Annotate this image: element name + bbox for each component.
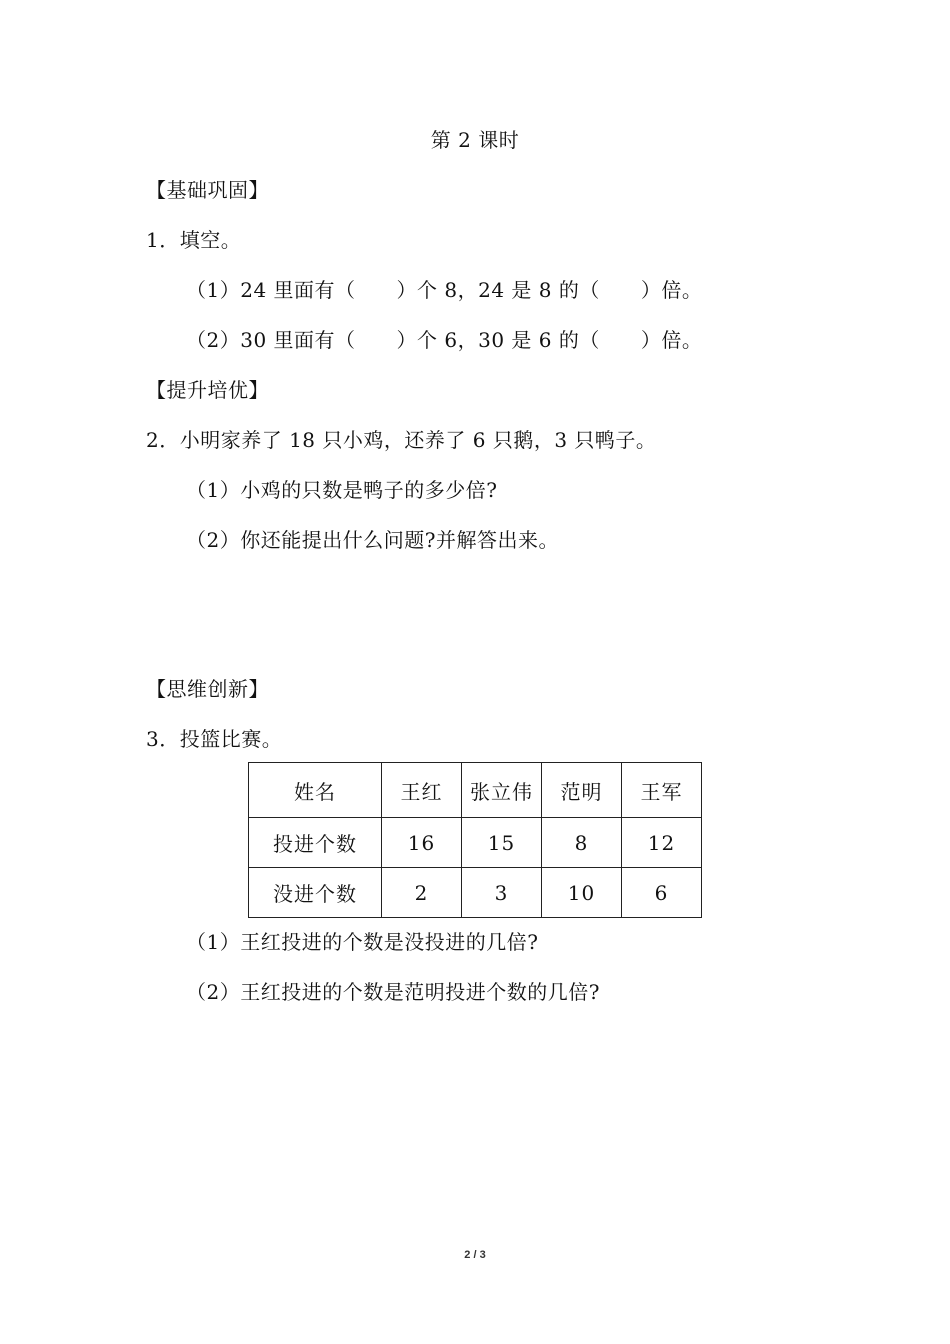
table-cell: 10 [542, 868, 622, 918]
question-1-item-2: （2）30 里面有（ ）个 6，30 是 6 的（ ）倍。 [186, 328, 703, 352]
question-2-item-2: （2）你还能提出什么问题?并解答出来。 [186, 528, 559, 552]
table-cell: 16 [382, 818, 462, 868]
question-2-item-1: （1）小鸡的只数是鸭子的多少倍? [186, 478, 498, 502]
table-cell: 8 [542, 818, 622, 868]
section-heading-basic: 【基础巩固】 [146, 178, 269, 202]
question-3-stem: 3．投篮比赛。 [146, 727, 283, 751]
table-cell: 15 [462, 818, 542, 868]
table-header-cell: 姓名 [249, 763, 382, 818]
lesson-title: 第 2 课时 [430, 128, 520, 152]
table-header-cell: 王红 [382, 763, 462, 818]
shooting-score-table [248, 762, 702, 918]
table-header-cell: 范明 [542, 763, 622, 818]
question-1-item-1: （1）24 里面有（ ）个 8，24 是 8 的（ ）倍。 [186, 278, 703, 302]
table-header-cell: 张立伟 [462, 763, 542, 818]
section-heading-innovate: 【思维创新】 [146, 677, 269, 701]
table-row-label: 投进个数 [249, 818, 382, 868]
question-2-stem: 2．小明家养了 18 只小鸡，还养了 6 只鹅，3 只鸭子。 [146, 428, 657, 452]
table-row [249, 818, 702, 868]
section-heading-improve: 【提升培优】 [146, 378, 269, 402]
table-header-cell: 王军 [622, 763, 702, 818]
table-header-row [249, 763, 702, 818]
table-cell: 3 [462, 868, 542, 918]
table-row-label: 没进个数 [249, 868, 382, 918]
table-cell: 12 [622, 818, 702, 868]
question-3-item-2: （2）王红投进的个数是范明投进个数的几倍? [186, 980, 600, 1004]
table-row [249, 868, 702, 918]
table-cell: 2 [382, 868, 462, 918]
page-number: 2 / 3 [464, 1249, 486, 1261]
question-3-item-1: （1）王红投进的个数是没投进的几倍? [186, 930, 539, 954]
table-cell: 6 [622, 868, 702, 918]
question-1-stem: 1．填空。 [146, 228, 242, 252]
